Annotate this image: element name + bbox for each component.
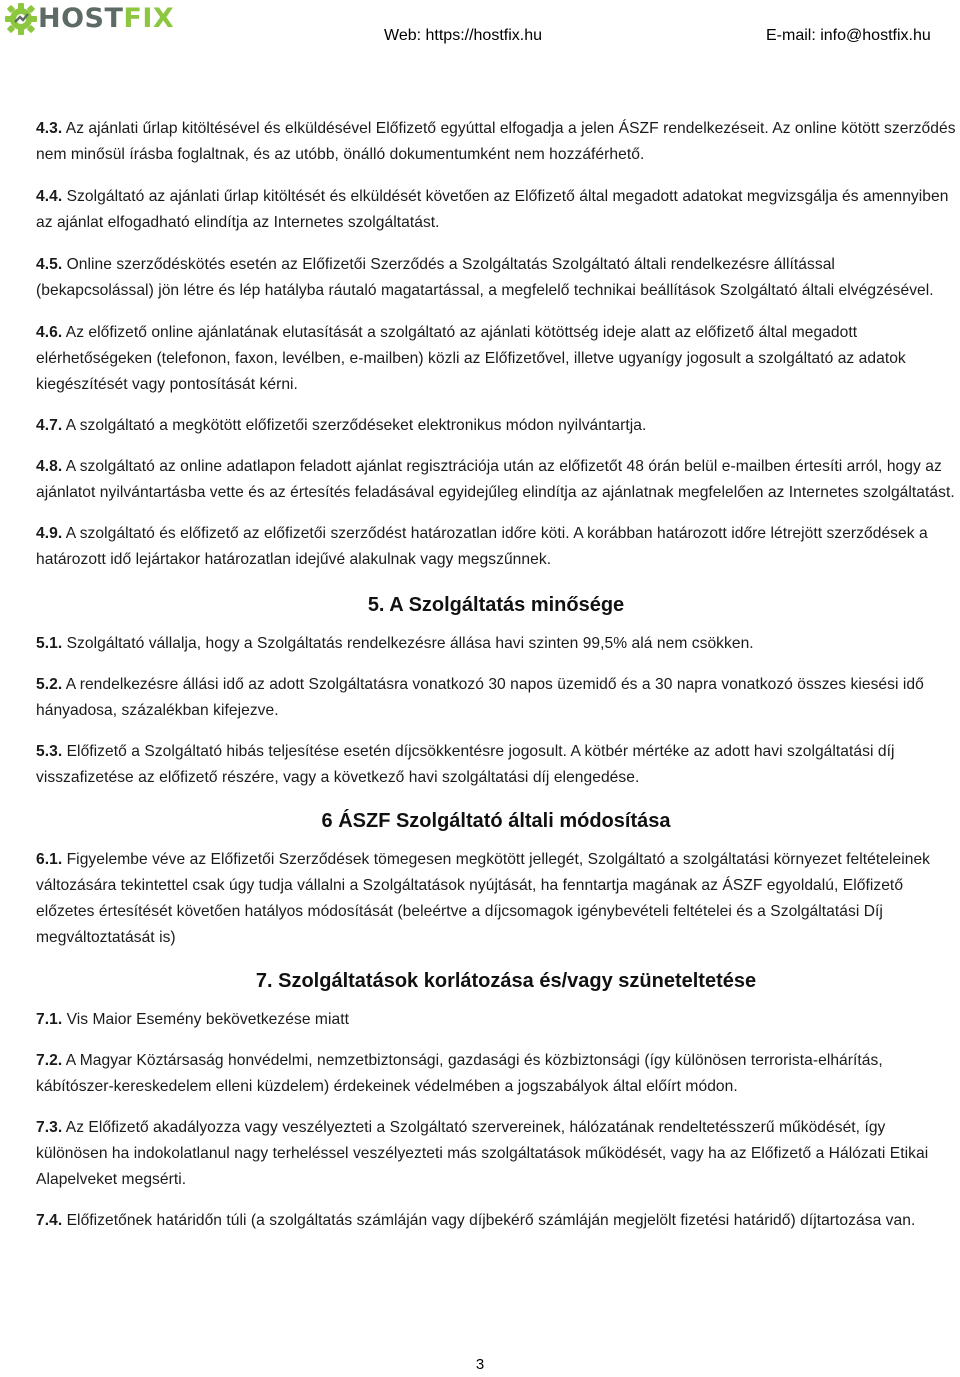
paragraph-4-4: 4.4. Szolgáltató az ajánlati űrlap kitöltését és elküldését követően az Előfizető által megadott adatokat megvizsgálja és amennyiben az ajánlat elfogadható elindítja az Internetes szolgáltatást. [36, 188, 949, 231]
paragraph-4-3: 4.3. Az ajánlati űrlap kitöltésével és elküldésével Előfizető egyúttal elfogadja a jelen ÁSZF rendelkezéseit. Az online kötött szerződés nem minősül írásba foglaltnak, és az utóbb, önálló dokumentumként nem hozzáférhető. [36, 120, 956, 163]
logo-gear-icon [4, 2, 38, 36]
section-6-heading: 6 ÁSZF Szolgáltató általi módosítása [321, 810, 671, 832]
document-body [36, 116, 956, 1234]
paragraph-7-4: 7.4. Előfizetőnek határidőn túli (a szolgáltatás számláján vagy díjbekérő számláján megjelölt fizetési határidő) díjtartozása van. [36, 1212, 916, 1229]
paragraph-5-1: 5.1. Szolgáltató vállalja, hogy a Szolgáltatás rendelkezésre állása havi szinten 99,5% alá nem csökken. [36, 635, 754, 652]
paragraph-7-3: 7.3. Az Előfizető akadályozza vagy veszélyezteti a Szolgáltató szervereinek, hálózatának rendeltetésszerű működését, így különösen ha indokolatlanul nagy terheléssel veszélyezteti más szolgáltatások működését, vagy ha az Előfizető a Hálózati Etikai Alapelveket megsérti. [36, 1119, 929, 1188]
paragraph-4-7: 4.7. A szolgáltató a megkötött előfizetői szerződéseket elektronikus módon nyilvántartja. [36, 417, 647, 434]
paragraph-5-2: 5.2. A rendelkezésre állási idő az adott Szolgáltatásra vonatkozó 30 napos üzemidő és a 30 napra vonatkozó összes kiesési idő hányadosa, százalékban kifejezve. [36, 676, 924, 719]
paragraph-4-5: 4.5. Online szerződéskötés esetén az Előfizetői Szerződés a Szolgáltatás Szolgáltató általi rendelkezésre állítással (bekapcsolással) jön létre és lép hatályba ráutaló magatartással, a megfelelő technikai beállítások Szolgáltató általi elvégzésével. [36, 256, 934, 299]
hostfix-logo [4, 2, 174, 36]
page-number: 3 [475, 1356, 485, 1373]
paragraph-6-1: 6.1. Figyelembe véve az Előfizetői Szerződések tömegesen megkötött jellegét, Szolgáltató a szolgáltatási környezet feltételeinek változására tekintettel csak úgy tudja vállalni a Szolgáltatások nyújtását, ha fenntartja magának az ÁSZF egyoldalú, Előfizető előzetes értesítését követően hatályos módosítását (beleértve a díjcsomagok igénybevételi feltételei és a Szolgáltatási Díj megváltoztatását is) [36, 851, 931, 946]
page-header [0, 0, 960, 60]
logo-text: HOSTFIX [38, 3, 175, 34]
paragraph-4-6: 4.6. Az előfizető online ajánlatának elutasítását a szolgáltató az ajánlati kötöttség ideje alatt az előfizető által megadott elérhetőségeken (telefonon, faxon, levélben, e-mailben) közli az Előfizetővel, illetve ugyanígy jogosult a szolgáltató az adatok kiegészítését vagy pontosítását kérni. [36, 324, 906, 393]
paragraph-7-2: 7.2. A Magyar Köztársaság honvédelmi, nemzetbiztonsági, gazdasági és közbiztonsági (így különösen terrorista-elhárítás, kábítószer-kereskedelem elleni küzdelem) érdekeinek védelmében a jogszabályok által előírt módon. [36, 1052, 883, 1095]
section-5-heading: 5. A Szolgáltatás minősége [367, 594, 625, 616]
paragraph-4-8: 4.8. A szolgáltató az online adatlapon feladott ajánlat regisztrációja után az előfizetőt 48 órán belül e-mailben értesíti arról, hogy az ajánlatot nyilvántartásba vette és az értesítés feladásával egyidejűleg elindítja az ajánlatnak megfelelően az Internetes szolgáltatást. [36, 458, 955, 501]
header-email: E-mail: info@hostfix.hu [766, 27, 931, 44]
section-7-heading: 7. Szolgáltatások korlátozása és/vagy szüneteltetése [255, 970, 757, 992]
header-website: Web: https://hostfix.hu [384, 27, 543, 44]
paragraph-5-3: 5.3. Előfizető a Szolgáltató hibás teljesítése esetén díjcsökkentésre jogosult. A kötbér mértéke az adott havi szolgáltatási díj visszafizetése az előfizető részére, vagy a következő havi szolgáltatási díj elengedése. [36, 743, 895, 786]
paragraph-4-9: 4.9. A szolgáltató és előfizető az előfizetői szerződést határozatlan időre köti. A korábban határozott időre létrejött szerződések a határozott idő lejártakor határozatlan idejűvé alakulnak vagy megszűnnek. [36, 525, 928, 568]
paragraph-7-1: 7.1. Vis Maior Esemény bekövetkezése miatt [36, 1011, 349, 1028]
